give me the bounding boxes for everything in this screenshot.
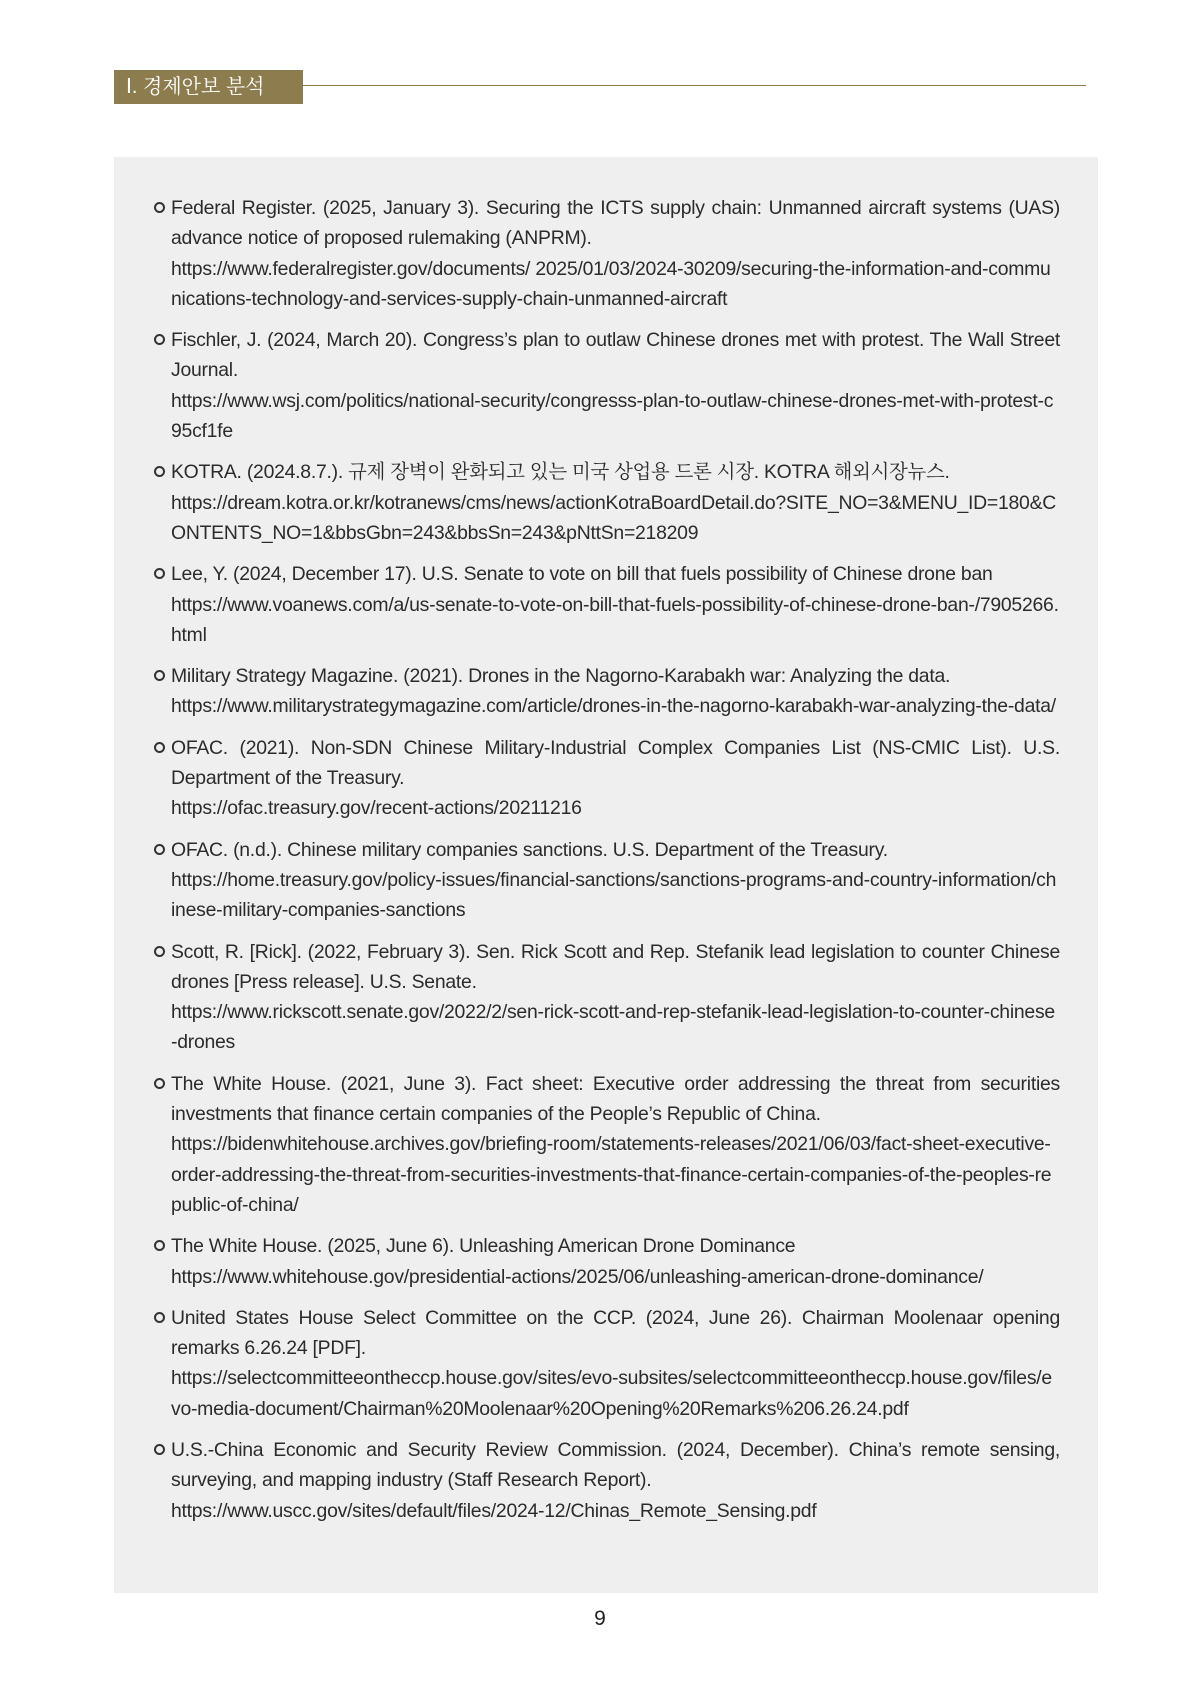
circle-bullet-icon (154, 202, 165, 213)
reference-item (154, 325, 1060, 446)
reference-url[interactable]: https://www.whitehouse.gov/presidential-actions/2025/06/unleashing-american-drone-dominance/ (171, 1265, 984, 1288)
reference-url[interactable]: https://www.militarystrategymagazine.com/article/drones-in-the-nagorno-karabakh-war-analyzing-the-data/ (171, 695, 1056, 718)
reference-citation: Scott, R. [Rick]. (2022, February 3). Sen. Rick Scott and Rep. Stefanik lead legislation to counter Chinese drones [Press release]. U.S. Senate. (171, 940, 1060, 993)
section-label: Ⅰ. 경제안보 분석 (114, 70, 303, 104)
reference-citation: Federal Register. (2025, January 3). Securing the ICTS supply chain: Unmanned aircraft systems (UAS) advance notice of proposed rulemaking (ANPRM). (171, 197, 1060, 250)
reference-item (154, 559, 1060, 650)
reference-citation: OFAC. (n.d.). Chinese military companies sanctions. U.S. Department of the Treasury. (171, 838, 888, 861)
circle-bullet-icon (154, 1240, 165, 1251)
reference-url[interactable]: https://www.wsj.com/politics/national-security/congresss-plan-to-outlaw-chinese-drones-met-with-protest-c95cf1fe (171, 389, 1054, 443)
circle-bullet-icon (154, 466, 165, 477)
reference-citation: OFAC. (2021). Non-SDN Chinese Military-Industrial Complex Companies List (NS-CMIC List). U.S. Department of the Treasury. (171, 736, 1060, 790)
reference-item (154, 1069, 1060, 1220)
reference-list (114, 157, 1098, 1526)
circle-bullet-icon (154, 1312, 165, 1323)
reference-url[interactable]: https://dream.kotra.or.kr/kotranews/cms/news/actionKotraBoardDetail.do?SITE_NO=3&MENU_ID=180&CONTENTS_NO=1&bbsGbn=243&bbsSn=243&pNttSn=218209 (171, 491, 1057, 544)
reference-url[interactable]: https://ofac.treasury.gov/recent-actions/20211216 (171, 797, 582, 820)
circle-bullet-icon (154, 334, 165, 345)
reference-citation: Military Strategy Magazine. (2021). Drones in the Nagorno-Karabakh war: Analyzing the data. (171, 665, 951, 688)
reference-item (154, 835, 1060, 926)
reference-item (154, 1435, 1060, 1526)
reference-url[interactable]: https://www.rickscott.senate.gov/2022/2/sen-rick-scott-and-rep-stefanik-lead-legislation-to-counter-chinese-drones (171, 1001, 1055, 1054)
circle-bullet-icon (154, 742, 165, 753)
reference-citation: Fischler, J. (2024, March 20). Congress’s plan to outlaw Chinese drones met with protest. The Wall Street Journal. (171, 329, 1060, 382)
reference-url[interactable]: https://www.voanews.com/a/us-senate-to-vote-on-bill-that-fuels-possibility-of-chinese-drone-ban-/7905266.html (171, 593, 1059, 646)
reference-item (154, 457, 1060, 548)
reference-item (154, 937, 1060, 1058)
circle-bullet-icon (154, 946, 165, 957)
reference-item (154, 193, 1060, 314)
reference-url[interactable]: https://www.uscc.gov/sites/default/files/2024-12/Chinas_Remote_Sensing.pdf (171, 1499, 817, 1522)
reference-citation: KOTRA. (2024.8.7.). 규제 장벽이 완화되고 있는 미국 상업용 드론 시장. KOTRA 해외시장뉴스. (171, 461, 950, 484)
reference-url[interactable]: https://selectcommitteeontheccp.house.gov/sites/evo-subsites/selectcommitteeontheccp.house.gov/files/evo-media-document/Chairman%20Moolenaar%20Opening%20Remarks%206.26.24.pdf (171, 1367, 1052, 1420)
header-divider (303, 85, 1086, 86)
reference-citation: The White House. (2021, June 3). Fact sheet: Executive order addressing the threat from securities investments that finance certain companies of the People’s Republic of China. (171, 1072, 1060, 1126)
circle-bullet-icon (154, 844, 165, 855)
reference-citation: The White House. (2025, June 6). Unleashing American Drone Dominance (171, 1235, 796, 1258)
reference-item (154, 661, 1060, 722)
page-number: 9 (594, 1607, 606, 1630)
reference-item (154, 1303, 1060, 1424)
circle-bullet-icon (154, 568, 165, 579)
circle-bullet-icon (154, 1444, 165, 1455)
reference-url[interactable]: https://www.federalregister.gov/documents/ 2025/01/03/2024-30209/securing-the-information-and-communications-technology-and-services-supply-chain-unmanned-aircraft (171, 257, 1051, 310)
circle-bullet-icon (154, 1078, 165, 1089)
reference-url[interactable]: https://bidenwhitehouse.archives.gov/briefing-room/statements-releases/2021/06/03/fact-sheet-executive-order-addressing-the-threat-from-securities-investments-that-finance-certain-companies-of-the-peoples-republic-of-china/ (171, 1133, 1052, 1216)
reference-box (114, 157, 1098, 1593)
reference-url[interactable]: https://home.treasury.gov/policy-issues/financial-sanctions/sanctions-programs-and-country-information/chinese-military-companies-sanctions (171, 868, 1057, 922)
reference-item (154, 1231, 1060, 1292)
reference-citation: United States House Select Committee on the CCP. (2024, June 26). Chairman Moolenaar opening remarks 6.26.24 [PDF]. (171, 1306, 1060, 1360)
reference-citation: U.S.-China Economic and Security Review Commission. (2024, December). China’s remote sensing, surveying, and mapping industry (Staff Research Report). (171, 1438, 1060, 1492)
section-header (114, 70, 1086, 104)
reference-citation: Lee, Y. (2024, December 17). U.S. Senate to vote on bill that fuels possibility of Chinese drone ban (171, 563, 993, 586)
circle-bullet-icon (154, 670, 165, 681)
reference-item (154, 733, 1060, 824)
